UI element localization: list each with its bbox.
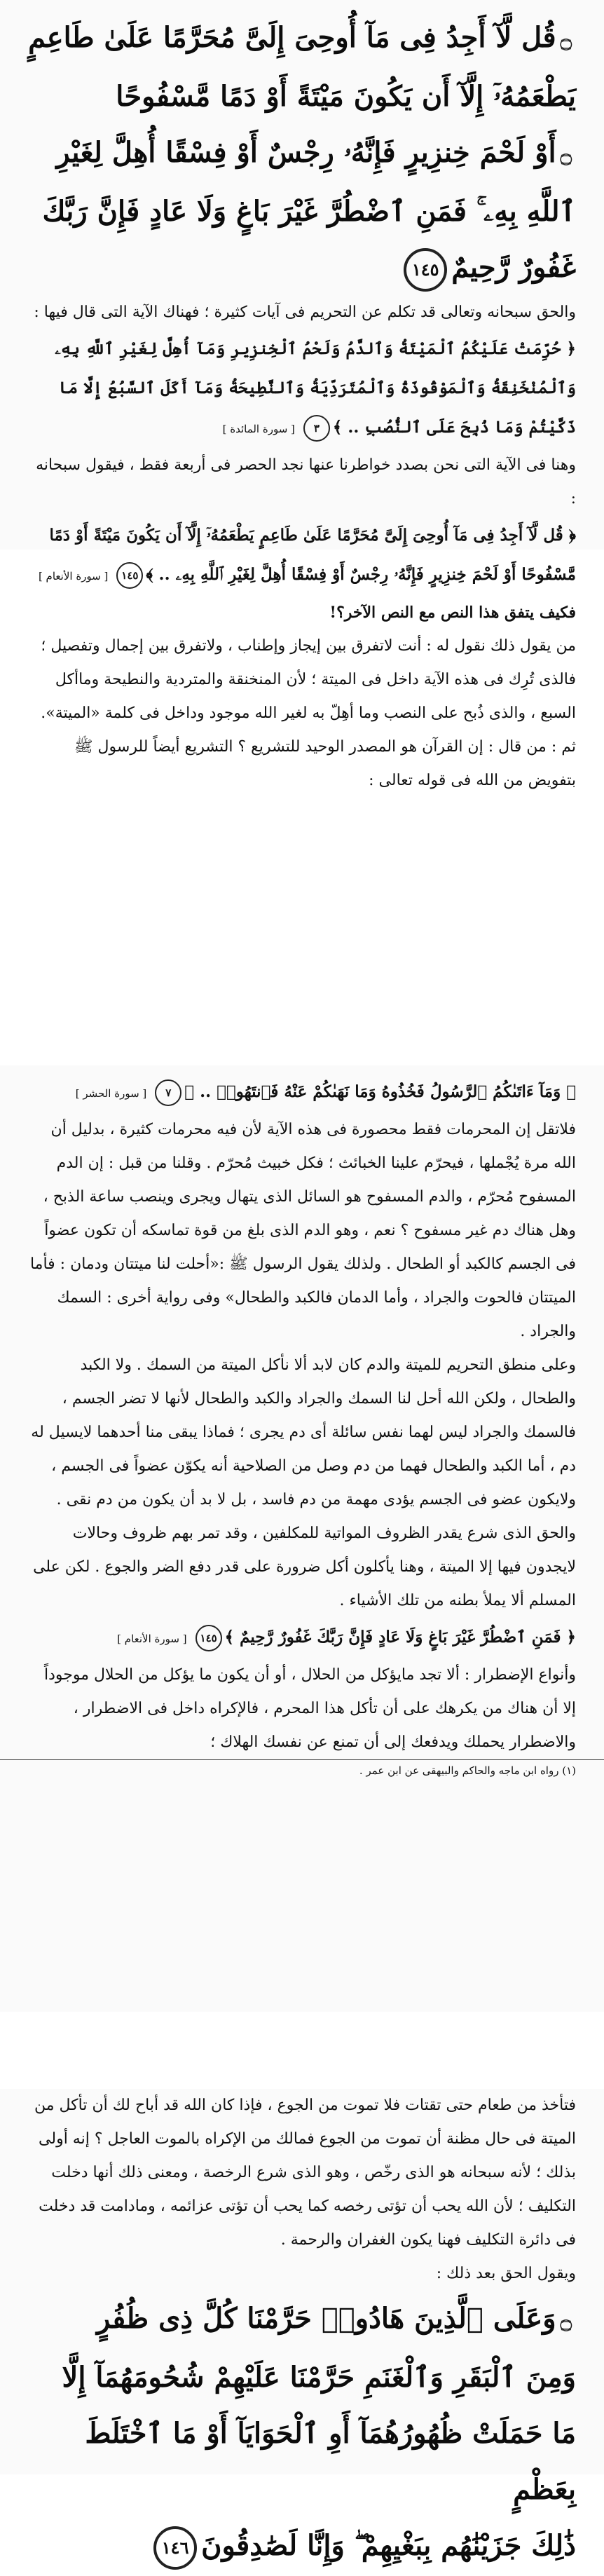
quote-anam: ﴿ قُل لَّآ أَجِدُ فِى مَآ أُوحِىَ إِلَىَّ مُحَرَّمًا عَلَىٰ طَاعِمٍ يَطْعَمُهُۥٓ إِلَّآ أَن يَكُونَ مَيْتَةً أَوْ دَمًا مَّسْفُوحًا أَوْ لَحْمَ خِنزِيرٍ فَإِنَّهُۥ رِجْسٌ أَوْ فِسْقًا أُهِلَّ لِغَيْرِ ٱللَّهِ بِهِۦ .. ﴾١٤٥[ سورة الأنعام ] [0,516,604,596]
ornament-icon: ۝ [560,144,572,167]
page-section-1 [0,0,604,789]
verse-number-badge: ١٤٥ [116,562,143,589]
paragraph: وعلى منطق التحريم للميتة والدم كان لابد ألا نأكل الميتة من السمك . ولا الكبد والطحال ، ولكن الله أحل لنا السمك والجراد والكبد والطحال لأنها لا تضر الجسم ، فالسمك والجراد ليس لهما نفس سائلة أى دم يجرى ؛ فماذا يبقى منا أحدهما لايسيل له دم ، أما الكبد والطحال فهما من دم وصل من الصلاحية أنه يكوّن عضواً فى الجسم ، ولايكون عضو فى الجسم يؤدى مهمة من دم فاسد ، بل لا بد أن يكون من دم نقى . [31,1356,576,1508]
ornament-icon: ۝ [560,2310,572,2333]
verse-line: ۝وَعَلَى ٱلَّذِينَ هَادُوا۟ حَرَّمْنَا كُلَّ ذِى ظُفُرٍ [28,2291,576,2350]
quote-anam-2: ﴿ فَمَنِ ٱضْطُرَّ غَيْرَ بَاغٍ وَلَا عَادٍ فَإِنَّ رَبَّكَ غَفُورٌ رَّحِيمٌ ﴾١٤٥[ سورة الأنعام ] [0,1618,604,1658]
verse-line: وَمِنَ ٱلْبَقَرِ وَٱلْغَنَمِ حَرَّمْنَا عَلَيْهِمْ شُحُومَهُمَآ إِلَّا [62,2361,576,2394]
paragraph: فتأخذ من طعام حتى تقتات فلا تموت من الجوع ، فإذا كان الله قد أباح لك أن تأكل من الميتة فى حال مظنة أن تموت من الجوع فمالك من الإكراه بالموت العاجل ؟ إنه أولى بذلك ؛ لأنه سبحانه هو الذى رخّص ، وهو الذى شرع الرخصة ، ومعنى ذلك أنها دخلت التكليف ؛ لأن الله يحب أن تؤتى رخصه كما يحب أن تؤتى عزائمه ، ومادامت قد دخلت فى دائرة التكليف فهنا يكون الغفران والرحمة . [34,2097,576,2249]
paragraph: فلاتقل إن المحرمات فقط محصورة فى هذه الآية لأن فيه محرمات كثيرة ، بدليل أن الله مرة يُجْملها ، فيحرّم علينا الخبائث ؛ فكل خبيث مُحرّم . وقلنا من قبل : إن الدم المسفوح مُحرّم ، والدم المسفوح هو السائل الذى يتهال ويجرى وينصب ساعة الذبح ، وهل هناك دم غير مسفوح ؟ نعم ، وهو الدم الذى بلغ من قوة تماسكه أن تكون عضواً فى الجسم كالكبد أو الطحال . ولذلك يقول الرسول ﷺ :«أحلت لنا ميتتان ودمان : فأما الميتتان فالحوت والجراد ، وأما الدمان فالكبد والطحال» وفى رواية أخرى : السمك والجراد . [29,1121,576,1340]
surah-source: [ سورة المائدة ] [222,423,295,435]
footnote: (١) رواه ابن ماجه والحاكم والبيهقى عن ابن عمر . [0,1759,604,1781]
verse-line: ۝قُل لَّآ أَجِدُ فِى مَآ أُوحِىَ إِلَىَّ مُحَرَّمًا عَلَىٰ طَاعِمٍ [28,10,576,69]
verse-line: مَا حَمَلَتْ ظُهُورُهُمَآ أَوِ ٱلْحَوَايَآ أَوْ مَا ٱخْتَلَطَ بِعَظْمٍ [85,2417,576,2506]
verse-line: يَطْعَمُهُۥٓ إِلَّآ أَن يَكُونَ مَيْتَةً أَوْ دَمًا مَّسْفُوحًا [116,80,576,113]
surah-source: [ سورة الأنعام ] [117,1633,187,1645]
verse-line: ذَٰلِكَ جَزَيْنَٰهُم بِبَغْيِهِمْ ۖ وَإِنَّا لَصَٰدِقُونَ١٤٦ [28,2518,576,2574]
verse-number-badge: ١٤٦ [153,2526,197,2570]
page-section-3 [0,2089,604,2562]
verse-block-146 [0,2291,604,2574]
page-section-2 [0,1065,604,2012]
paragraph: وأنواع الإضطرار : ألا تجد مايؤكل من الحلال ، أو أن يكون ما يؤكل من الحلال موجوداً إلا أن هناك من يكرهك على أن تأكل هذا المحرم ، فالإكراه داخل فى الاضطرار ، والاضطرار يحملك ويدفعك إلى أن تمنع عن نفسك الهلاك ؛ [43,1666,576,1751]
paragraph: وهنا فى الآية التى نحن بصدد خواطرنا عنها نجد الحصر فى أربعة فقط ، فيقول سبحانه : [36,456,576,507]
surah-source: [ سورة الحشر ] [75,1087,147,1100]
verse-line: غَفُورٌ رَّحِيمٌ١٤٥ [28,240,576,296]
paragraph: والحق الذى شرع يقدر الظروف المواتية للمكلفين ، وقد تمر بهم ظروف وحالات لايجدون فيها إلا الميتة ، وهنا يأكلون أكل ضرورة على قدر دفع الضر والجوع . لكن على المسلم ألا يملأ بطنه من تلك الأشياء . [33,1525,576,1609]
verse-number-badge: ٧ [155,1079,181,1106]
paragraph: والحق سبحانه وتعالى قد تكلم عن التحريم فى آيات كثيرة ؛ فهناك الآية التى قال فيها : [34,304,576,321]
paragraph: فكيف يتفق هذا النص مع النص الآخر؟! [329,604,576,622]
surah-source: [ سورة الأنعام ] [38,570,109,582]
page-gap [0,1037,604,1065]
page-gap [0,2075,604,2089]
verse-number-badge: ٣ [303,415,330,442]
quote-hashr: ﴿ وَمَآ ءَاتَىٰكُمُ ٱلرَّسُولُ فَخُذُوهُ وَمَا نَهَىٰكُمْ عَنْهُ فَٱنتَهُوا۟ .. ﴾٧[ سورة الحشر ] [0,1072,604,1113]
verse-number-badge: ١٤٥ [195,1625,222,1651]
verse-line: ۝أَوْ لَحْمَ خِنزِيرٍ فَإِنَّهُۥ رِجْسٌ أَوْ فِسْقًا أُهِلَّ لِغَيْرِ [28,125,576,184]
paragraph: ثم : من قال : إن القرآن هو المصدر الوحيد للتشريع ؟ التشريع أيضاً للرسول ﷺ بتفويض من الله فى قوله تعالى : [74,738,576,789]
verse-number-badge: ١٤٥ [404,248,447,292]
paragraph: من يقول ذلك نقول له : أنت لاتفرق بين إيجاز وإطناب ، ولاتفرق بين إجمال وتفصيل ؛ فالذى تُرِك فى هذه الآية داخل فى الميتة ؛ لأن المنخنقة والمتردية والنطيحة وماأكل السبع ، والذى ذُبح على النصب وما أهِلّ به لغير الله موجود وداخل فى كلمة «الميتة». [41,637,576,722]
paragraph: ويقول الحق بعد ذلك : [436,2265,576,2282]
verse-block-145 [0,10,604,296]
quote-maidah: ﴿ حُرِّمَتْ عَلَيْكُمُ ٱلْمَيْتَةُ وَٱلدَّمُ وَلَحْمُ ٱلْخِنزِيرِ وَمَآ أُهِلَّ لِغَيْرِ ٱللَّهِ بِهِۦ وَٱلْمُنْخَنِقَةُ وَٱلْمَوْقُوذَةُ وَٱلْمُتَرَدِّيَةُ وَٱلنَّطِيحَةُ وَمَآ أَكَلَ ٱلسَّبُعُ إِلَّا مَا ذَكَّيْتُمْ وَمَا ذُبِحَ عَلَى ٱلنُّصُبِ .. ﴾٣[ سورة المائدة ] [0,329,604,449]
verse-line: ٱللَّهِ بِهِۦ ۚ فَمَنِ ٱضْطُرَّ غَيْرَ بَاغٍ وَلَا عَادٍ فَإِنَّ رَبَّكَ [42,195,576,228]
ornament-icon: ۝ [560,29,572,52]
